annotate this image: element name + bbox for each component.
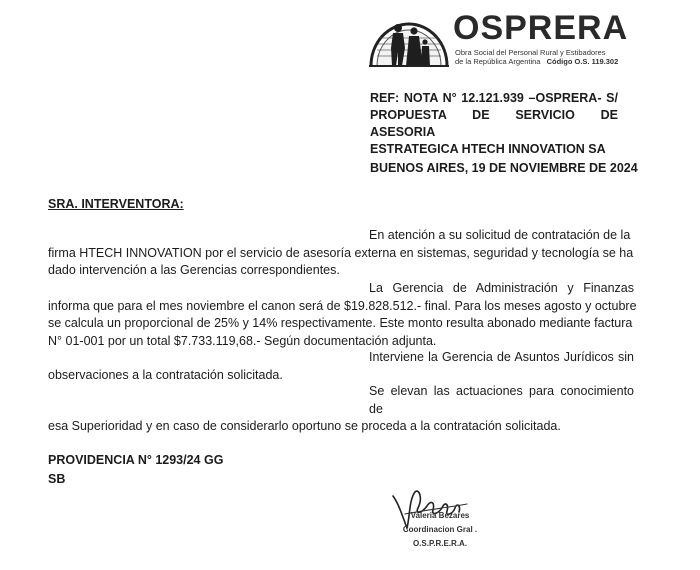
- providencia-initials: SB: [48, 472, 66, 486]
- paragraph-line: esa Superioridad y en caso de considerarlo oportuno se proceda a la contratación solicitada.: [48, 419, 561, 434]
- signer-name: Valeria Bezares: [410, 511, 470, 520]
- paragraph-line: La Gerencia de Administración y Finanzas: [369, 281, 634, 295]
- paragraph-line: N° 01-001 por un total $7.733.119,68.- Según documentación adjunta.: [48, 333, 437, 348]
- paragraph-line: Interviene la Gerencia de Asuntos Jurídicos sin: [369, 350, 634, 364]
- reference-line: PROPUESTA DE SERVICIO DE ASESORIA: [370, 108, 618, 139]
- paragraph-elevation: [48, 383, 634, 436]
- paragraph-request: [48, 227, 634, 280]
- providencia-block: [48, 451, 223, 489]
- logo-code: Código O.S. 119.302: [546, 57, 619, 66]
- providencia-number: PROVIDENCIA N° 1293/24 GG: [48, 453, 224, 467]
- document-date: BUENOS AIRES, 19 DE NOVIEMBRE DE 2024: [370, 161, 638, 175]
- logo-country: de la República Argentina: [455, 57, 541, 66]
- signer-title: Coordinacion Gral .: [402, 525, 478, 534]
- paragraph-finance: [48, 280, 637, 350]
- paragraph-line: informa que para el mes noviembre el canon será de $19.828.512.- final. Para los meses agosto y octubre: [48, 298, 637, 313]
- reference-line: ESTRATEGICA HTECH INNOVATION SA: [370, 142, 606, 156]
- logo-name: OSPRERA: [453, 9, 629, 47]
- logo-subtitle: Obra Social del Personal Rural y Estibadores: [455, 48, 606, 57]
- signer-block: [390, 509, 490, 551]
- signer-organization: O.S.P.R.E.R.A.: [412, 539, 468, 548]
- paragraph-line: dado intervención a las Gerencias correspondientes.: [48, 263, 340, 278]
- reference-block: [370, 90, 618, 158]
- paragraph-line: firma HTECH INNOVATION por el servicio de asesoría externa en sistemas, seguridad y tecnología se ha: [48, 245, 634, 260]
- osprera-emblem-icon: [368, 8, 450, 68]
- paragraph-line: observaciones a la contratación solicitada.: [48, 367, 283, 382]
- reference-line: REF: NOTA N° 12.121.939 –OSPRERA- S/: [370, 91, 618, 105]
- paragraph-legal: [48, 349, 634, 384]
- logo-subtitle-line2: [455, 57, 618, 66]
- osprera-logo: [368, 8, 668, 72]
- paragraph-line: Se elevan las actuaciones para conocimiento de: [369, 384, 634, 416]
- addressee: SRA. INTERVENTORA:: [48, 197, 184, 211]
- paragraph-line: se calcula un proporcional de 25% y 14% respectivamente. Este monto resulta abonado mediante factura: [48, 316, 633, 331]
- paragraph-line: En atención a su solicitud de contratación de la: [369, 228, 631, 242]
